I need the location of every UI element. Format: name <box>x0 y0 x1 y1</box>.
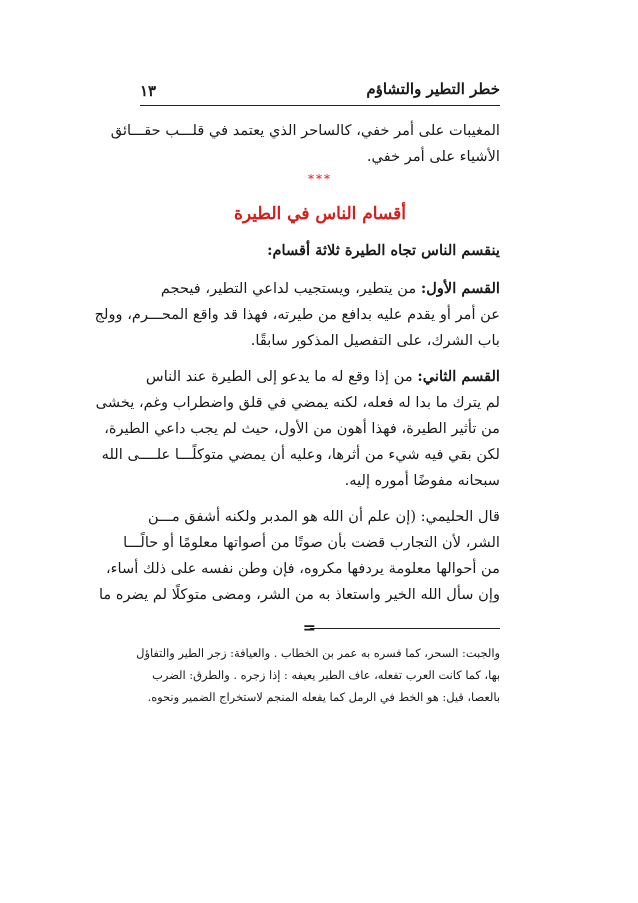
paragraph-quote <box>98 504 500 608</box>
text-line: لكن بقي فيه شيء من أثرها، وعليه أن يمضي متوكلًـــا علــــى الله <box>101 446 500 463</box>
text-line: الأشياء على أمر خفي. <box>366 148 500 165</box>
paragraph-part-two <box>95 364 500 494</box>
text-line: سبحانه مفوضًا أموره إليه. <box>344 472 500 489</box>
running-title: خطر التطير والتشاؤم <box>366 80 500 98</box>
page-header <box>140 80 500 106</box>
footnotes <box>136 642 500 708</box>
header-rule <box>140 105 500 106</box>
text-line: عن أمر أو يقدم عليه بدافع من طيرته، فهذا قد واقع المحـــرم، وولج <box>94 306 500 323</box>
paragraph-part-one <box>94 276 500 354</box>
text-line: باب الشرك، على التفصيل المذكور سابقًا. <box>250 332 500 349</box>
footnote-continuation-mark: = <box>302 618 316 637</box>
text-line: القسم الثاني: من إذا وقع له ما يدعو إلى الطيرة عند الناس <box>145 368 500 385</box>
footnote-separator <box>140 618 500 637</box>
text-line: الشر، لأن التجارب قضت بأن صوتًا من أصواتها معلومًا أو حالًـــا <box>123 534 500 551</box>
body-text <box>94 118 500 608</box>
footnote-line: بالعصا، قيل: هو الخط في الرمل كما يفعله المنجم لاستخراج الضمير ونحوه. <box>147 690 500 704</box>
page-number: ١٣ <box>140 82 157 100</box>
text-line: المغيبات على أمر خفي، كالساحر الذي يعتمد في قلـــب حقـــائق <box>110 122 500 139</box>
text-line: وإن سأل الله الخير واستعاذ به من الشر، ومضى متوكلًا لم يضره ما <box>98 586 500 603</box>
part-two-label: القسم الثاني: <box>417 368 500 385</box>
text-line: قال الحليمي: (إن علم أن الله هو المدبر ولكنه أشفق مـــن <box>147 508 500 525</box>
section-heading: أقسام الناس في الطيرة <box>233 204 406 224</box>
section-separator: *** <box>308 172 332 186</box>
footnote-line: بها، كما كانت العرب تفعله، عاف الطير يعيفه : إذا زجره . والطرق: الضرب <box>152 668 500 682</box>
text-line: لم يترك ما بدا له فعله، لكنه يمضي في قلق واضطراب وغم، يخشى <box>95 394 500 411</box>
text-line: من تأثير الطيرة، فهذا أهون من الأول، حيث لم يجب داعي الطيرة، <box>104 420 500 437</box>
part-one-label: القسم الأول: <box>420 280 500 297</box>
section-subheading: ينقسم الناس تجاه الطيرة ثلاثة أقسام: <box>267 242 500 259</box>
footnote-line: والجبت: السحر، كما فسره به عمر بن الخطاب . والعيافة: زجر الطير والتفاؤل <box>136 646 500 660</box>
text-line: القسم الأول: من يتطير، ويستجيب لداعي التطير، فيحجم <box>160 280 500 297</box>
text-line: من أحوالها معلومة يردفها مكروه، فإن وطن نفسه على ذلك أساء، <box>105 560 500 577</box>
footnote-rule <box>310 628 500 629</box>
